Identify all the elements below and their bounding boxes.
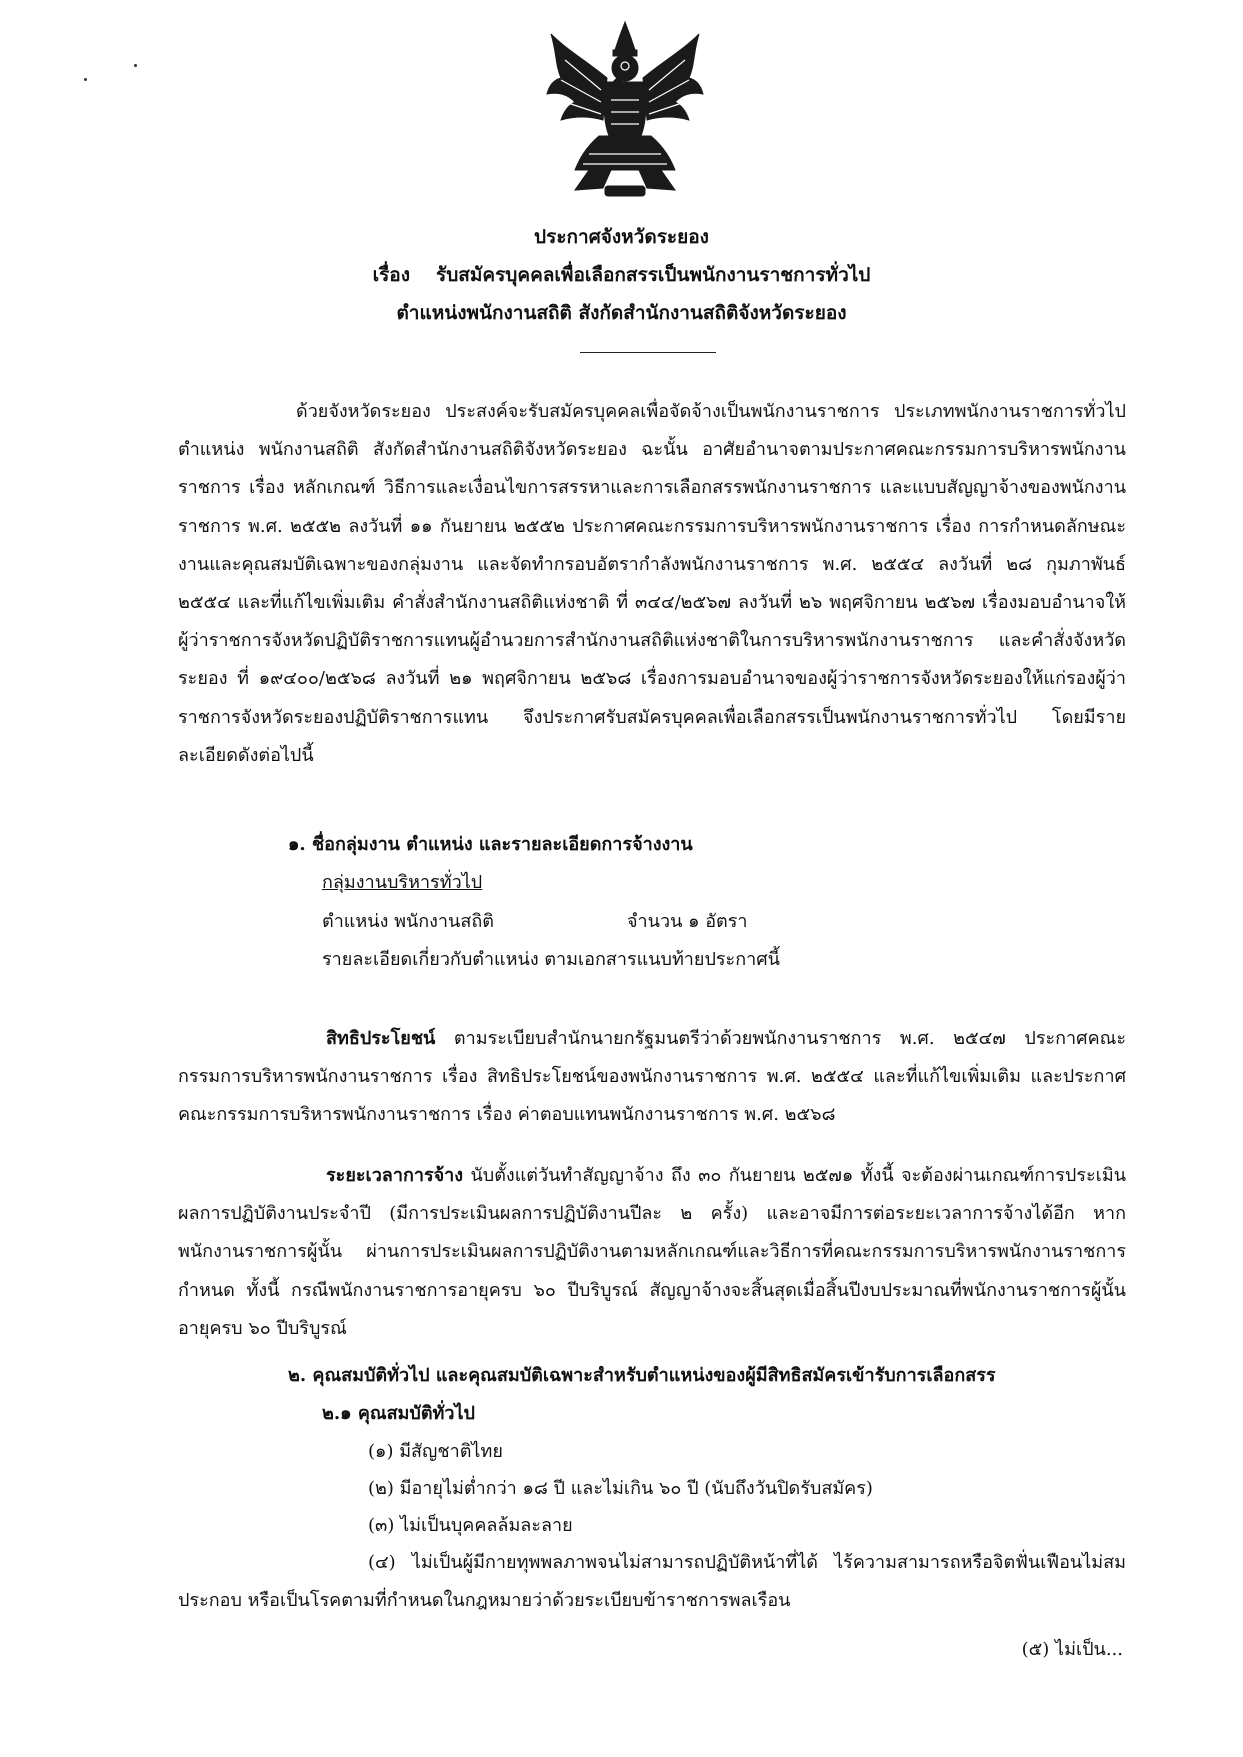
continuation-marker: (๕) ไม่เป็น...	[1021, 1639, 1123, 1660]
period-label: ระยะเวลาการจ้าง	[326, 1165, 464, 1186]
scan-speck	[84, 78, 87, 81]
period-paragraph	[178, 1157, 1126, 1348]
announcement-title: ประกาศจังหวัดระยอง	[534, 226, 709, 248]
position-row	[322, 904, 748, 940]
section-2-heading: ๒. คุณสมบัติทั่วไป และคุณสมบัติเฉพาะสำหรับตำแหน่งของผู้มีสิทธิสมัครเข้ารับการเลือกสรร	[288, 1365, 996, 1386]
qualification-item: (๑) มีสัญชาติไทย	[368, 1441, 503, 1462]
scan-speck	[134, 64, 137, 67]
benefits-text: ตามระเบียบสำนักนายกรัฐมนตรีว่าด้วยพนักงานราชการ พ.ศ. ๒๕๔๗ ประกาศคณะกรรมการบริหารพนักงานราชการ เรื่อง สิทธิประโยชน์ของพนักงานราชการ พ.ศ. ๒๕๕๔ และที่แก้ไขเพิ่มเติม และประกาศคณะกรรมการบริหารพนักงานราชการ เรื่อง ค่าตอบแทนพนักงานราชการ พ.ศ. ๒๕๖๘	[178, 1028, 1126, 1126]
subject-label: เรื่อง	[372, 264, 410, 286]
qualification-item-4: (๔) ไม่เป็นผู้มีกายทุพพลภาพจนไม่สามารถปฏิบัติหน้าที่ได้ ไร้ความสามารถหรือจิตฟั่นเฟือนไม่สมประกอบ หรือเป็นโรคตามที่กำหนดในกฎหมายว่าด้วยระเบียบข้าราชการพลเรือน	[178, 1552, 1126, 1612]
position-name: ตำแหน่ง พนักงานสถิติ	[322, 911, 494, 932]
qualification-item: (๓) ไม่เป็นบุคคลล้มละลาย	[368, 1515, 573, 1536]
section-1-heading: ๑. ชื่อกลุ่มงาน ตำแหน่ง และรายละเอียดการจ้างงาน	[288, 834, 693, 855]
title-divider	[580, 352, 716, 353]
garuda-emblem-icon	[545, 20, 705, 202]
subject-text: รับสมัครบุคคลเพื่อเลือกสรรเป็นพนักงานราชการทั่วไป	[436, 264, 871, 286]
benefits-label: สิทธิประโยชน์	[326, 1028, 436, 1049]
announcement-subject	[0, 258, 1243, 292]
period-text: นับตั้งแต่วันทำสัญญาจ้าง ถึง ๓๐ กันยายน ๒๕๗๑ ทั้งนี้ จะต้องผ่านเกณฑ์การประเมินผลการปฏิบัติงานประจำปี (มีการประเมินผลการปฏิบัติงานปีละ ๒ ครั้ง) และอาจมีการต่อระยะเวลาการจ้างได้อีก หากพนักงานราชการผู้นั้น ผ่านการประเมินผลการปฏิบัติงานตามหลักเกณฑ์และวิธีการที่คณะกรรมการบริหารพนักงานราชการกำหนด ทั้งนี้ กรณีพนักงานราชการอายุครบ ๖๐ ปีบริบูรณ์ สัญญาจ้างจะสิ้นสุดเมื่อสิ้นปีงบประมาณที่พนักงานราชการผู้นั้น อายุครบ ๖๐ ปีบริบูรณ์	[178, 1165, 1126, 1339]
work-group: กลุ่มงานบริหารทั่วไป	[322, 872, 483, 893]
benefits-paragraph	[178, 1020, 1126, 1135]
position-quantity: จำนวน ๑ อัตรา	[627, 911, 748, 932]
section-2-1-heading: ๒.๑ คุณสมบัติทั่วไป	[322, 1403, 475, 1424]
qualification-item: (๒) มีอายุไม่ต่ำกว่า ๑๘ ปี และไม่เกิน ๖๐ ปี (นับถึงวันปิดรับสมัคร)	[368, 1478, 873, 1499]
intro-paragraph: ด้วยจังหวัดระยอง ประสงค์จะรับสมัครบุคคลเพื่อจัดจ้างเป็นพนักงานราชการ ประเภทพนักงานราชการทั่วไป ตำแหน่ง พนักงานสถิติ สังกัดสำนักงานสถิติจังหวัดระยอง ฉะนั้น อาศัยอำนาจตามประกาศคณะกรรมการบริหารพนักงานราชการ เรื่อง หลักเกณฑ์ วิธีการและเงื่อนไขการสรรหาและการเลือกสรรพนักงานราชการ และแบบสัญญาจ้างของพนักงานราชการ พ.ศ. ๒๕๕๒ ลงวันที่ ๑๑ กันยายน ๒๕๕๒ ประกาศคณะกรรมการบริหารพนักงานราชการ เรื่อง การกำหนดลักษณะงานและคุณสมบัติเฉพาะของกลุ่มงาน และจัดทำกรอบอัตรากำลังพนักงานราชการ พ.ศ. ๒๕๕๔ ลงวันที่ ๒๘ กุมภาพันธ์ ๒๕๕๔ และที่แก้ไขเพิ่มเติม คำสั่งสำนักงานสถิติแห่งชาติ ที่ ๓๔๔/๒๕๖๗ ลงวันที่ ๒๖ พฤศจิกายน ๒๕๖๗ เรื่องมอบอำนาจให้ผู้ว่าราชการจังหวัดปฏิบัติราชการแทนผู้อำนวยการสำนักงานสถิติแห่งชาติในการบริหารพนักงานราชการ และคำสั่งจังหวัดระยอง ที่ ๑๙๔๐๐/๒๕๖๘ ลงวันที่ ๒๑ พฤศจิกายน ๒๕๖๘ เรื่องการมอบอำนาจของผู้ว่าราชการจังหวัดระยองให้แก่รองผู้ว่าราชการจังหวัดระยองปฏิบัติราชการแทน จึงประกาศรับสมัครบุคคลเพื่อเลือกสรรเป็นพนักงานราชการทั่วไป โดยมีรายละเอียดดังต่อไปนี้	[178, 401, 1126, 766]
position-detail: รายละเอียดเกี่ยวกับตำแหน่ง ตามเอกสารแนบท้ายประกาศนี้	[322, 949, 780, 970]
announcement-position: ตำแหน่งพนักงานสถิติ สังกัดสำนักงานสถิติจังหวัดระยอง	[396, 302, 847, 324]
